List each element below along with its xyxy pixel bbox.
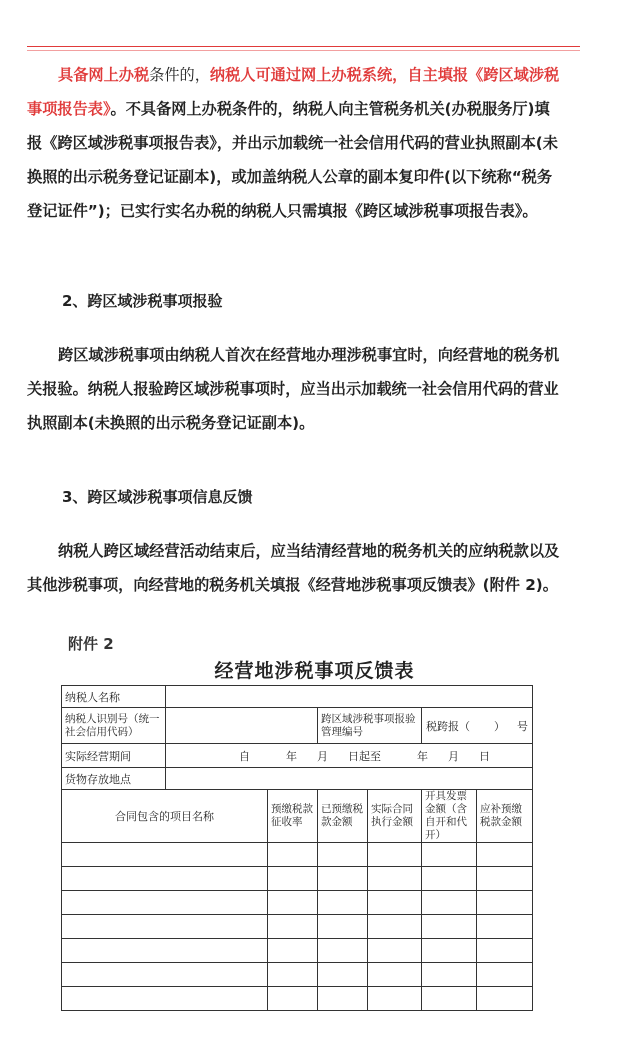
cell-supplement[interactable]: [477, 867, 533, 891]
cell-prepaid[interactable]: [318, 891, 368, 915]
storage-label: 货物存放地点: [62, 768, 166, 790]
row-column-headers: [62, 790, 533, 843]
cell-rate[interactable]: [268, 915, 318, 939]
cell-prepaid[interactable]: [318, 987, 368, 1011]
col-header-rate: 预缴税款征收率: [268, 790, 318, 843]
cell-project[interactable]: [62, 891, 268, 915]
row-period: [62, 744, 533, 768]
period-label: 实际经营期间: [62, 744, 166, 768]
para2-line1: 跨区域涉税事项由纳税人首次在经营地办理涉税事宜时，向经营地的税务机: [58, 346, 560, 364]
taxpayer-name-field[interactable]: [166, 686, 533, 708]
para1-line5: 登记证件”)；已实行实名办税的纳税人只需填报《跨区域涉税事项报告表》。: [27, 202, 538, 220]
cell-actual[interactable]: [368, 963, 422, 987]
row-storage: [62, 768, 533, 790]
cell-invoice[interactable]: [422, 867, 477, 891]
cell-prepaid[interactable]: [318, 867, 368, 891]
taxpayer-id-label: 纳税人识别号（统一社会信用代码）: [62, 708, 166, 744]
feedback-form-table: [61, 685, 533, 1011]
cell-supplement[interactable]: [477, 915, 533, 939]
cell-rate[interactable]: [268, 987, 318, 1011]
cell-supplement[interactable]: [477, 843, 533, 867]
table-row: [62, 867, 533, 891]
cell-prepaid[interactable]: [318, 915, 368, 939]
cell-rate[interactable]: [268, 891, 318, 915]
form-body-rows: [62, 843, 533, 1011]
cell-actual[interactable]: [368, 915, 422, 939]
col-header-invoice: 开具发票金额（含自开和代开）: [422, 790, 477, 843]
table-row: [62, 891, 533, 915]
cell-project[interactable]: [62, 987, 268, 1011]
table-row: [62, 843, 533, 867]
cell-invoice[interactable]: [422, 843, 477, 867]
col-header-actual: 实际合同执行金额: [368, 790, 422, 843]
cell-actual[interactable]: [368, 843, 422, 867]
section-heading-2: 2、跨区域涉税事项报验: [62, 292, 223, 310]
cell-supplement[interactable]: [477, 891, 533, 915]
table-row: [62, 987, 533, 1011]
para2-line3: 执照副本(未换照的出示税务登记证副本)。: [27, 414, 315, 432]
cell-actual[interactable]: [368, 867, 422, 891]
para1-line1: 具备网上办税条件的，纳税人可通过网上办税系统，自主填报《跨区域涉税: [58, 66, 560, 84]
top-rule-secondary: [27, 50, 580, 51]
cell-project[interactable]: [62, 939, 268, 963]
para1-line4: 换照的出示税务登记证副本)，或加盖纳税人公章的副本复印件(以下统称“税务: [27, 168, 553, 186]
cell-prepaid[interactable]: [318, 843, 368, 867]
cell-actual[interactable]: [368, 987, 422, 1011]
para3-line1: 纳税人跨区域经营活动结束后，应当结清经营地的税务机关的应纳税款以及: [58, 542, 560, 560]
period-field[interactable]: 自 年 月 日起至 年 月 日: [166, 744, 533, 768]
report-no-field[interactable]: 税跨报（ ） 号: [422, 708, 533, 744]
table-row: [62, 963, 533, 987]
cell-invoice[interactable]: [422, 987, 477, 1011]
cell-supplement[interactable]: [477, 963, 533, 987]
row-taxpayer-name: [62, 686, 533, 708]
cell-invoice[interactable]: [422, 939, 477, 963]
cell-rate[interactable]: [268, 939, 318, 963]
col-header-prepaid: 已预缴税款金额: [318, 790, 368, 843]
form-title: 经营地涉税事项反馈表: [214, 660, 415, 682]
cell-project[interactable]: [62, 915, 268, 939]
paragraph-feedback: [27, 534, 583, 602]
annex-label: 附件 2: [68, 635, 114, 653]
cell-rate[interactable]: [268, 843, 318, 867]
taxpayer-id-field[interactable]: [166, 708, 318, 744]
col-header-supplement: 应补预缴税款金额: [477, 790, 533, 843]
section-heading-3: 3、跨区域涉税事项信息反馈: [62, 488, 253, 506]
cell-actual[interactable]: [368, 939, 422, 963]
cell-supplement[interactable]: [477, 939, 533, 963]
top-rule: [27, 46, 580, 47]
cell-prepaid[interactable]: [318, 963, 368, 987]
cell-invoice[interactable]: [422, 963, 477, 987]
cell-invoice[interactable]: [422, 891, 477, 915]
cell-project[interactable]: [62, 867, 268, 891]
paragraph-online-filing: [27, 58, 583, 228]
cell-rate[interactable]: [268, 963, 318, 987]
cell-invoice[interactable]: [422, 915, 477, 939]
cell-project[interactable]: [62, 843, 268, 867]
cell-supplement[interactable]: [477, 987, 533, 1011]
para3-line2: 其他涉税事项，向经营地的税务机关填报《经营地涉税事项反馈表》(附件 2)。: [27, 576, 558, 594]
cell-prepaid[interactable]: [318, 939, 368, 963]
para1-line3: 报《跨区域涉税事项报告表》，并出示加载统一社会信用代码的营业执照副本(未: [27, 134, 558, 152]
cell-project[interactable]: [62, 963, 268, 987]
para1-line2: 事项报告表》。不具备网上办税条件的，纳税人向主管税务机关(办税服务厅)填: [27, 100, 550, 118]
storage-field[interactable]: [166, 768, 533, 790]
taxpayer-name-label: 纳税人名称: [62, 686, 166, 708]
col-header-project: 合同包含的项目名称: [62, 790, 268, 843]
table-row: [62, 915, 533, 939]
cell-rate[interactable]: [268, 867, 318, 891]
report-no-label: 跨区域涉税事项报验管理编号: [318, 708, 422, 744]
paragraph-inspection: [27, 338, 583, 440]
row-taxpayer-id: [62, 708, 533, 744]
para2-line2: 关报验。纳税人报验跨区域涉税事项时，应当出示加载统一社会信用代码的营业: [27, 380, 559, 398]
table-row: [62, 939, 533, 963]
cell-actual[interactable]: [368, 891, 422, 915]
